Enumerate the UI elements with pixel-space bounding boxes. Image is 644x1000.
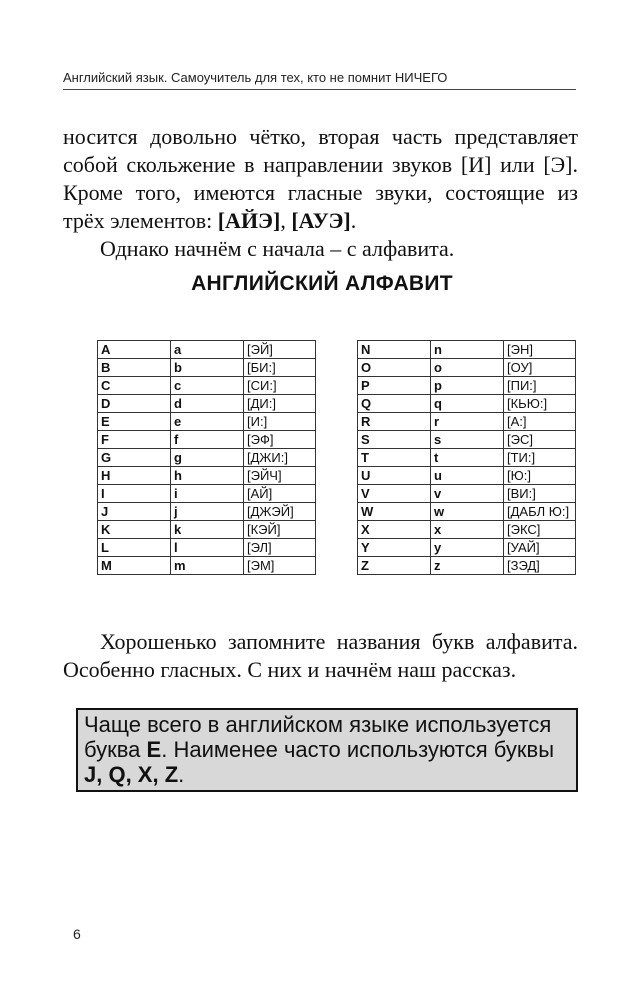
letter-pronunciation: [ДИ:] bbox=[244, 395, 316, 413]
letter-lowercase: p bbox=[431, 377, 504, 395]
letter-uppercase: F bbox=[98, 431, 171, 449]
separator: , bbox=[280, 208, 292, 233]
letter-lowercase: x bbox=[431, 521, 504, 539]
letter-lowercase: b bbox=[171, 359, 244, 377]
letter-lowercase: t bbox=[431, 449, 504, 467]
letter-lowercase: s bbox=[431, 431, 504, 449]
letter-uppercase: O bbox=[358, 359, 431, 377]
letter-pronunciation: [КЬЮ:] bbox=[504, 395, 576, 413]
letter-lowercase: r bbox=[431, 413, 504, 431]
letter-uppercase: L bbox=[98, 539, 171, 557]
alphabet-row bbox=[358, 485, 576, 503]
alphabet-row bbox=[98, 413, 316, 431]
letter-uppercase: T bbox=[358, 449, 431, 467]
letter-uppercase: D bbox=[98, 395, 171, 413]
note-box bbox=[76, 708, 578, 792]
letter-pronunciation: [А:] bbox=[504, 413, 576, 431]
alphabet-row bbox=[98, 377, 316, 395]
letter-pronunciation: [БИ:] bbox=[244, 359, 316, 377]
letter-pronunciation: [СИ:] bbox=[244, 377, 316, 395]
letter-uppercase: K bbox=[98, 521, 171, 539]
letter-uppercase: I bbox=[98, 485, 171, 503]
note-end: . bbox=[178, 762, 185, 787]
alphabet-row bbox=[98, 431, 316, 449]
triphthong-aye: [АЙЭ] bbox=[217, 208, 281, 233]
letter-uppercase: Y bbox=[358, 539, 431, 557]
letter-uppercase: P bbox=[358, 377, 431, 395]
alphabet-table-left bbox=[97, 340, 316, 575]
letter-pronunciation: [ДЖЭЙ] bbox=[244, 503, 316, 521]
letter-lowercase: j bbox=[171, 503, 244, 521]
alphabet-row bbox=[358, 359, 576, 377]
note-rare-letters: J, Q, X, Z bbox=[84, 762, 179, 787]
letter-lowercase: h bbox=[171, 467, 244, 485]
letter-lowercase: f bbox=[171, 431, 244, 449]
intro-paragraph bbox=[63, 123, 578, 235]
letter-uppercase: C bbox=[98, 377, 171, 395]
letter-pronunciation: [ЭЛ] bbox=[244, 539, 316, 557]
letter-pronunciation: [ЭЙ] bbox=[244, 341, 316, 359]
letter-lowercase: z bbox=[431, 557, 504, 575]
letter-lowercase: u bbox=[431, 467, 504, 485]
alphabet-row bbox=[98, 341, 316, 359]
alphabet-row bbox=[358, 449, 576, 467]
letter-uppercase: H bbox=[98, 467, 171, 485]
alphabet-row bbox=[98, 539, 316, 557]
letter-lowercase: k bbox=[171, 521, 244, 539]
header-divider bbox=[63, 89, 576, 90]
letter-uppercase: E bbox=[98, 413, 171, 431]
note-text: Чаще всего в английском языке используется буква bbox=[84, 712, 552, 762]
letter-lowercase: v bbox=[431, 485, 504, 503]
letter-lowercase: w bbox=[431, 503, 504, 521]
alphabet-heading: АНГЛИЙСКИЙ АЛФАВИТ bbox=[191, 272, 453, 295]
alphabet-row bbox=[98, 467, 316, 485]
letter-pronunciation: [ОУ] bbox=[504, 359, 576, 377]
alphabet-row bbox=[358, 557, 576, 575]
alphabet-row bbox=[98, 485, 316, 503]
letter-pronunciation: [ЭЙЧ] bbox=[244, 467, 316, 485]
alphabet-row bbox=[98, 503, 316, 521]
letter-pronunciation: [АЙ] bbox=[244, 485, 316, 503]
letter-lowercase: y bbox=[431, 539, 504, 557]
letter-pronunciation: [И:] bbox=[244, 413, 316, 431]
letter-lowercase: i bbox=[171, 485, 244, 503]
alphabet-table-right bbox=[357, 340, 576, 575]
alphabet-row bbox=[358, 377, 576, 395]
letter-uppercase: U bbox=[358, 467, 431, 485]
letter-pronunciation: [ЭМ] bbox=[244, 557, 316, 575]
letter-uppercase: X bbox=[358, 521, 431, 539]
letter-lowercase: c bbox=[171, 377, 244, 395]
letter-pronunciation: [ВИ:] bbox=[504, 485, 576, 503]
alphabet-row bbox=[98, 395, 316, 413]
letter-uppercase: A bbox=[98, 341, 171, 359]
alphabet-row bbox=[358, 467, 576, 485]
letter-uppercase: Z bbox=[358, 557, 431, 575]
alphabet-row bbox=[98, 557, 316, 575]
letter-pronunciation: [УАЙ] bbox=[504, 539, 576, 557]
note-letter-e: E bbox=[146, 737, 162, 762]
alphabet-row bbox=[358, 539, 576, 557]
page-number: 6 bbox=[73, 926, 81, 942]
note-text-middle: . Наименее часто используются буквы bbox=[161, 737, 555, 762]
alphabet-row bbox=[358, 413, 576, 431]
letter-pronunciation: [ЗЭД] bbox=[504, 557, 576, 575]
letter-pronunciation: [КЭЙ] bbox=[244, 521, 316, 539]
letter-pronunciation: [Ю:] bbox=[504, 467, 576, 485]
period: . bbox=[350, 208, 357, 233]
letter-uppercase: B bbox=[98, 359, 171, 377]
intro-sentence: носится довольно чётко, вторая часть представляет собой скольжение в направлении звуков [И] или [Э]. Кроме того, имеются гласные звуки, состоящие из трёх элементов: bbox=[63, 124, 578, 233]
letter-uppercase: S bbox=[358, 431, 431, 449]
letter-pronunciation: [ЭН] bbox=[504, 341, 576, 359]
letter-uppercase: J bbox=[98, 503, 171, 521]
letter-uppercase: V bbox=[358, 485, 431, 503]
advice-paragraph: Хорошенько запомните названия букв алфавита. Особенно гласных. С них и начнём наш рассказ. bbox=[63, 629, 578, 682]
letter-pronunciation: [ДАБЛ Ю:] bbox=[504, 503, 576, 521]
letter-pronunciation: [ЭС] bbox=[504, 431, 576, 449]
letter-uppercase: N bbox=[358, 341, 431, 359]
letter-pronunciation: [ТИ:] bbox=[504, 449, 576, 467]
alphabet-row bbox=[358, 503, 576, 521]
letter-lowercase: d bbox=[171, 395, 244, 413]
letter-pronunciation: [ПИ:] bbox=[504, 377, 576, 395]
letter-uppercase: M bbox=[98, 557, 171, 575]
letter-uppercase: R bbox=[358, 413, 431, 431]
letter-lowercase: a bbox=[171, 341, 244, 359]
letter-pronunciation: [ЭФ] bbox=[244, 431, 316, 449]
letter-uppercase: G bbox=[98, 449, 171, 467]
letter-lowercase: m bbox=[171, 557, 244, 575]
letter-pronunciation: [ЭКС] bbox=[504, 521, 576, 539]
alphabet-row bbox=[98, 449, 316, 467]
alphabet-row bbox=[98, 521, 316, 539]
intro-lead-in: Однако начнём с начала – с алфавита. bbox=[100, 236, 455, 261]
alphabet-row bbox=[358, 431, 576, 449]
letter-lowercase: g bbox=[171, 449, 244, 467]
alphabet-row bbox=[358, 395, 576, 413]
letter-lowercase: q bbox=[431, 395, 504, 413]
letter-pronunciation: [ДЖИ:] bbox=[244, 449, 316, 467]
letter-uppercase: W bbox=[358, 503, 431, 521]
letter-lowercase: l bbox=[171, 539, 244, 557]
letter-lowercase: e bbox=[171, 413, 244, 431]
alphabet-row bbox=[358, 521, 576, 539]
letter-uppercase: Q bbox=[358, 395, 431, 413]
triphthong-aue: [АУЭ] bbox=[291, 208, 351, 233]
letter-lowercase: o bbox=[431, 359, 504, 377]
running-header: Английский язык. Самоучитель для тех, кто не помнит НИЧЕГО bbox=[63, 70, 448, 85]
alphabet-row bbox=[358, 341, 576, 359]
letter-lowercase: n bbox=[431, 341, 504, 359]
intro-text bbox=[63, 123, 578, 263]
alphabet-row bbox=[98, 359, 316, 377]
